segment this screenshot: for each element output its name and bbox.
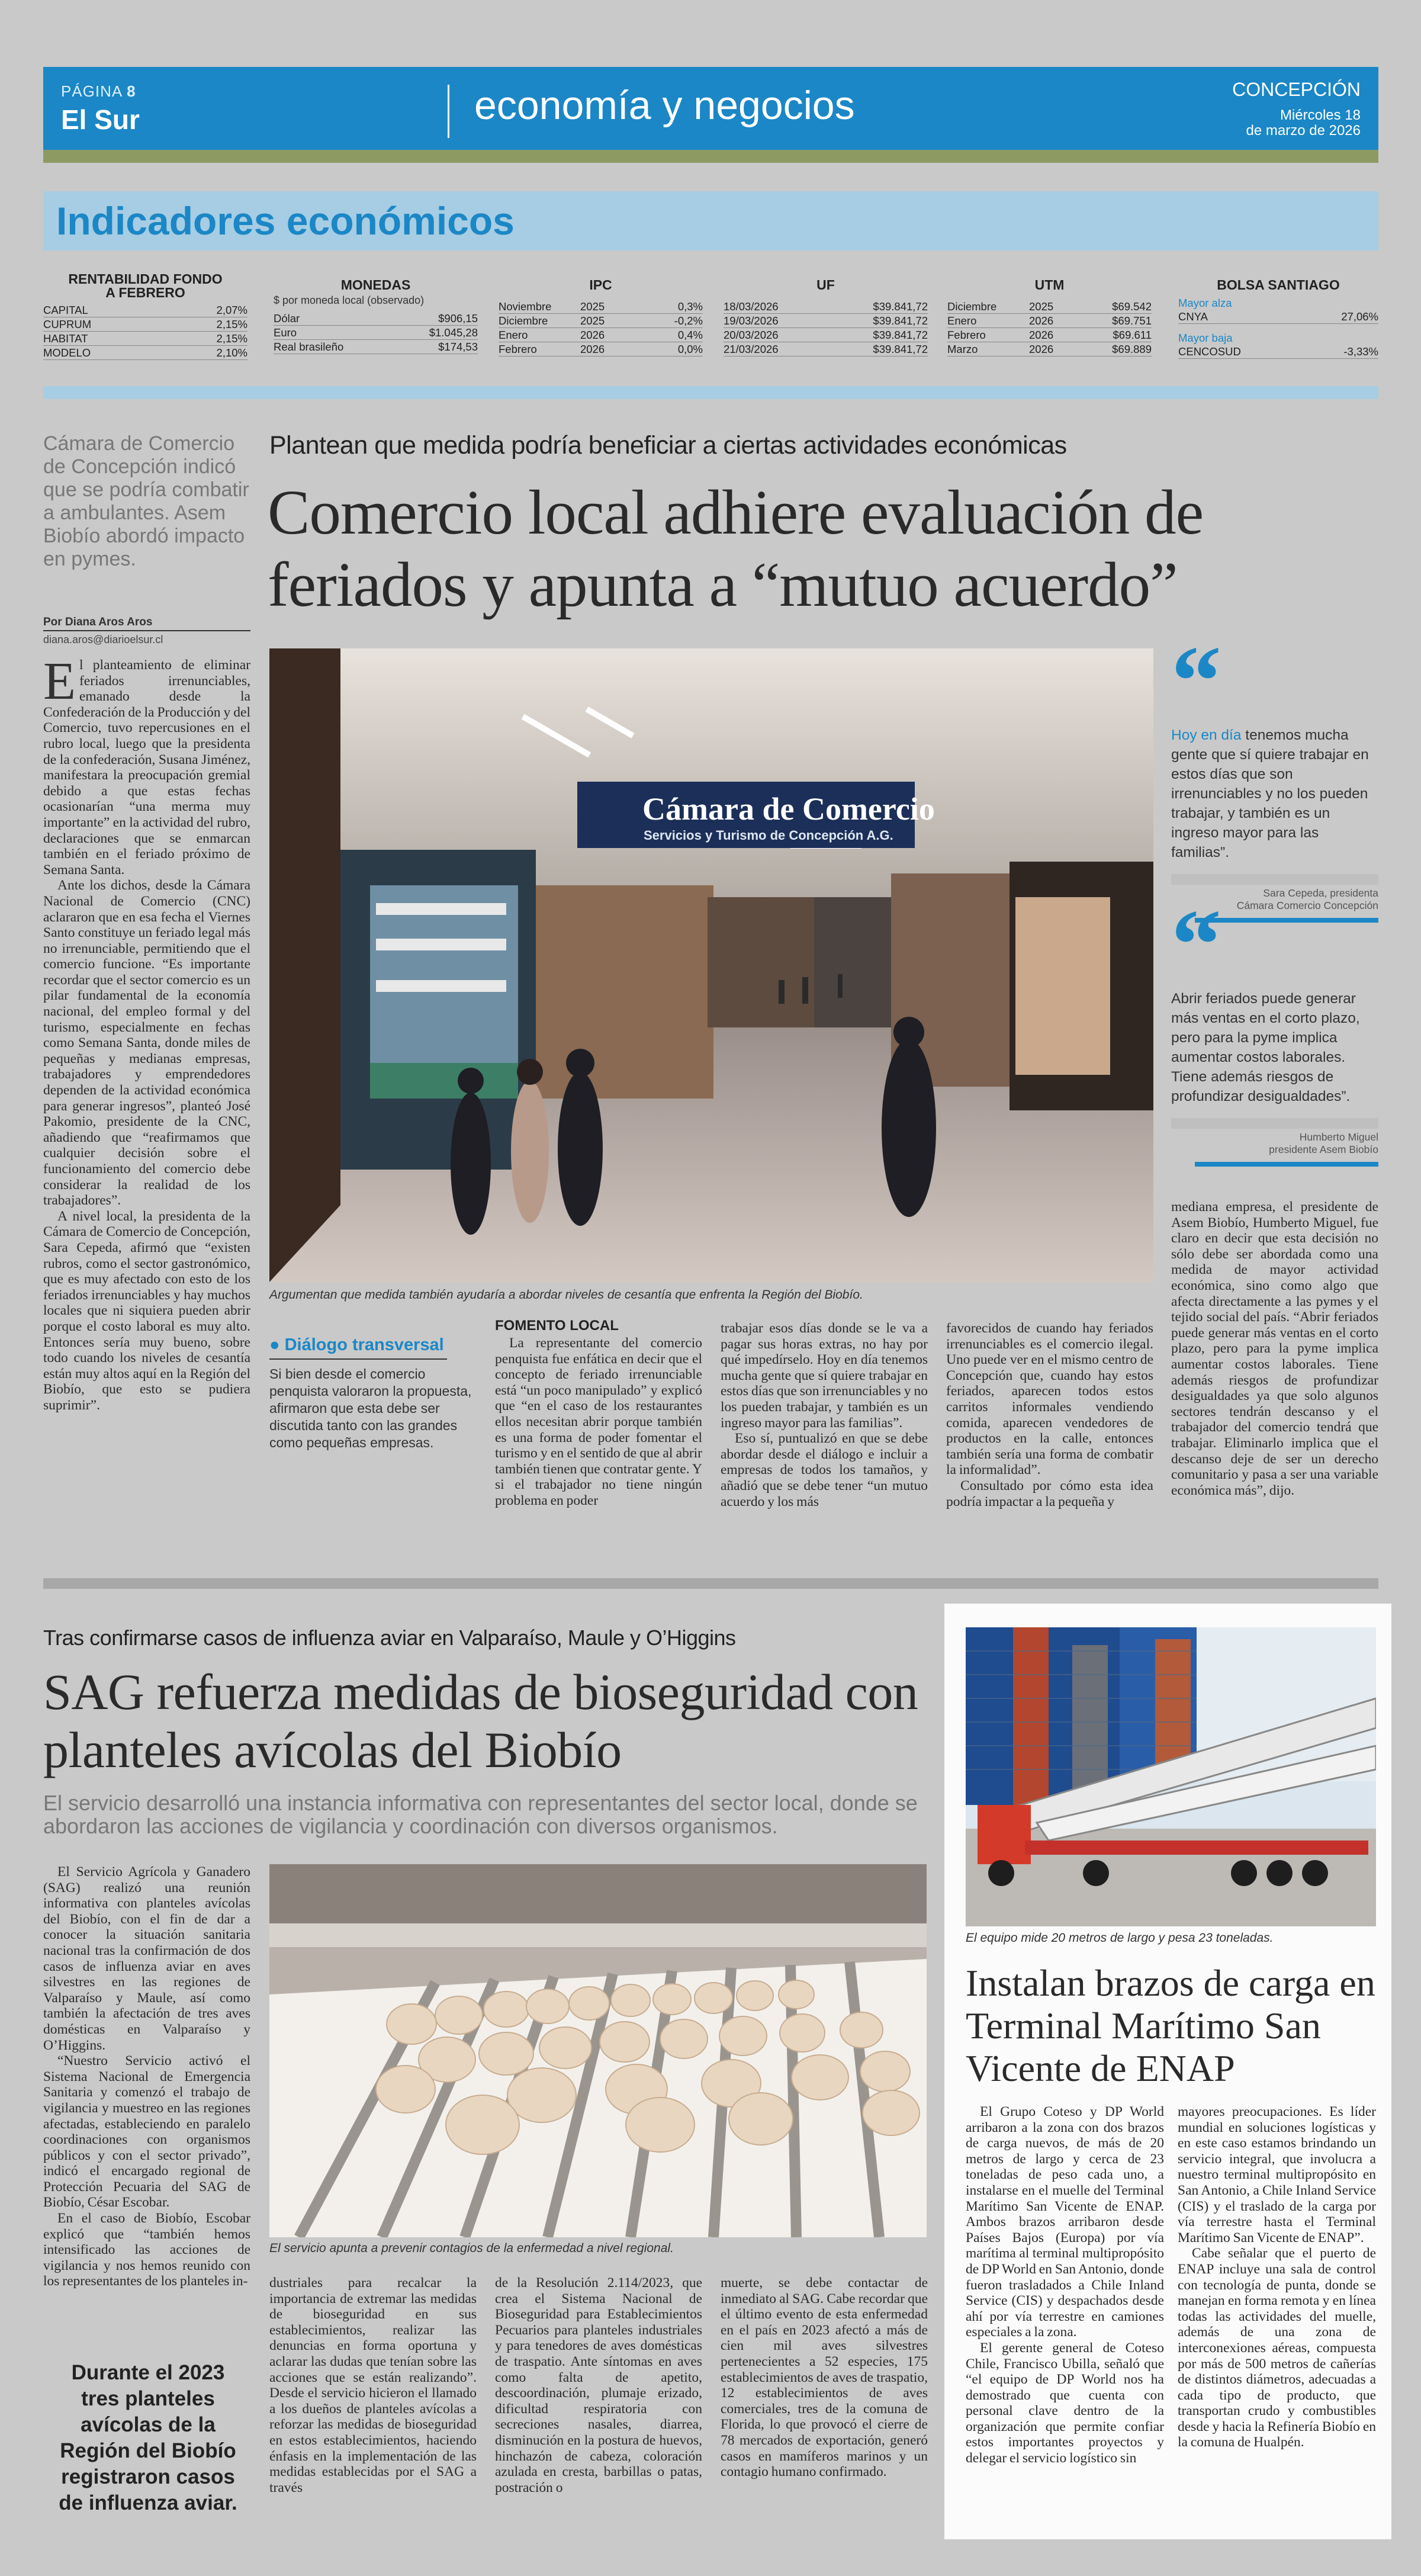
utm-table — [947, 278, 1152, 356]
utm-title: UTM — [1034, 277, 1065, 293]
ipc-cell: 2025 — [580, 314, 605, 327]
quote1 — [1171, 645, 1378, 923]
ipc-table — [499, 278, 703, 356]
fondo-row — [43, 317, 247, 332]
bolsa-alza-label: Mayor alza — [1178, 297, 1232, 309]
article1-kicker: Plantean que medida podría beneficiar a ciertas actividades económicas — [269, 431, 1067, 460]
article2-kicker: Tras confirmarse casos de influenza aviar en Valparaíso, Maule y O’Higgins — [43, 1626, 736, 1650]
monedas-cell: $906,15 — [438, 312, 478, 325]
article2-col2 — [269, 2275, 477, 2495]
sign-subtext: Servicios y Turismo de Concepción A.G. — [644, 828, 893, 843]
fondo-cell: 2,10% — [216, 346, 247, 359]
article3-col2-p1: mayores preocupaciones. Es líder mundial en soluciones logísticas y en este caso estamos brindando un servicio integral, que involucra a nuestro terminal multipropósito en San Antonio, a Chile Inland Service (CIS) y el traslado de la carga por vía terrestre hasta el Terminal Marítimo San Vicente de ENAP”. — [1178, 2104, 1376, 2246]
utm-cell: Diciembre — [947, 300, 997, 313]
monedas-cell: Euro — [274, 326, 297, 339]
uf-cell: $39.841,72 — [873, 300, 928, 313]
uf-row — [724, 328, 928, 342]
article3-col2 — [1178, 2104, 1376, 2450]
uf-row — [724, 300, 928, 314]
uf-title: UF — [816, 277, 835, 293]
utm-cell: Enero — [947, 314, 977, 327]
fondo-title: RENTABILIDAD FONDO A FEBRERO — [68, 271, 223, 300]
fondo-cell: 2,07% — [216, 304, 247, 316]
article2-pullquote: Durante el 2023 tres planteles avícolas de la Región del Biobío registraron casos de influenza aviar. — [59, 2361, 237, 2514]
ipc-row — [499, 328, 703, 342]
quote1-text — [1171, 725, 1378, 862]
article2-caption: El servicio apunta a prevenir contagios de la enfermedad a nivel regional. — [269, 2241, 674, 2255]
article3-col1-p2: El gerente general de Coteso Chile, Francisco Ubilla, señaló que “el equipo de DP World nos ha demostrado que cuenta con personal clave dentro de la organización que permite confiar estos importantes proyectos y delegar el servicio logístico sin — [966, 2340, 1164, 2466]
quote2-text: Abrir feriados puede generar más ventas en el corto plazo, pero para la pyme implica aumentar costos laborales. Tiene además riesgos de profundizar desigualdades”. — [1171, 991, 1360, 1104]
uf-cell: $39.841,72 — [873, 314, 928, 327]
ipc-cell: Febrero — [499, 343, 537, 355]
article1-col4-p1: trabajar esos días donde se le va a pagar sus horas extras, no hay por qué impedírselo. Hoy en día tenemos mucha gente que sí quiere trabajar en estos días que son irrenunciables y no los pueden trabajar, y también es un ingreso mayor para las familias”. — [721, 1321, 928, 1431]
article2-col4-p1: muerte, se debe contactar de inmediato al SAG. Cabe recordar que el último evento de esta enfermedad en el país en 2023 afectó a más de cien mil aves silvestres pertenecientes a 52 especies, 175 establecimientos de aves de traspatio, 12 establecimientos de aves comerciales, tres de la comuna de Florida, lo que provocó el cierre de 78 mercados de exportación, generó casos en mamíferos marinos y un contagio humano confirmado. — [721, 2275, 928, 2480]
article1-col5-p1: favorecidos de cuando hay feriados irrenunciables es el comercio ilegal. Uno puede ver en el mismo centro de Concepción que, cuando hay estos feriados, aparecen todos estos carritos informales vendiendo comida, aparecen vendedores de productos en la calle, entonces también sería una forma de combatir la informalidad”. — [946, 1321, 1153, 1478]
article1-col4 — [721, 1321, 928, 1509]
article1-headline: Comercio local adhiere evaluación de feriados y apunta a “mutuo acuerdo” — [268, 478, 1204, 620]
article1-email: diana.aros@diarioelsur.cl — [43, 634, 163, 645]
monedas-row — [274, 340, 478, 354]
article3-col1-p1: El Grupo Coteso y DP World arribaron a la zona con dos brazos de carga nuevos, de más de 20 metros de largo y cerca de 23 toneladas de peso cada uno, a instalarse en el muelle del Terminal Marítimo San Vicente de ENAP. Ambos brazos arribaron desde Países Bajos (Europa) por vía marítima al terminal multipropósito de DP World en San Antonio, donde fueron trasladados a Chile Inland Service (CIS) y despachados desde ahí por vía terrestre en camiones especiales a la zona. — [966, 2104, 1164, 2340]
article2-deck: El servicio desarrolló una instancia informativa con representantes del sector local, donde se abordaron las acciones de vigilancia y coordinación con diversos organismos. — [43, 1791, 918, 1838]
bullet-icon: ● — [269, 1335, 285, 1354]
fondo-cell: CUPRUM — [43, 318, 92, 330]
utm-row — [947, 314, 1152, 328]
article1-col1 — [43, 652, 250, 1414]
fondo-row — [43, 346, 247, 360]
ipc-cell: 0,4% — [677, 329, 703, 341]
ipc-row — [499, 342, 703, 356]
mall-photo-illustration — [269, 648, 1153, 1282]
article2-col1-p2: “Nuestro Servicio activó el Sistema Nacional de Emergencia Sanitaria y comenzó el trabajo de vigilancia y muestreo en las regiones afectadas, estableciendo en paralelo coordinaciones con organismos públicos y con el sector privado”, indicó el encargado regional de Protección Pecuaria del SAG de Biobío, César Escobar. — [43, 2053, 250, 2211]
monedas-row — [274, 326, 478, 340]
article2-col3 — [495, 2275, 702, 2495]
ipc-cell: Diciembre — [499, 314, 548, 327]
utm-cell: Marzo — [947, 343, 978, 355]
article1-col3 — [495, 1335, 702, 1509]
utm-cell: 2026 — [1029, 329, 1054, 341]
monedas-title: MONEDAS — [340, 277, 411, 293]
article2-col4 — [721, 2275, 928, 2480]
page-label: PÁGINA 8 — [61, 82, 136, 100]
bolsa-table — [1178, 278, 1378, 359]
header-divider — [448, 85, 449, 138]
article1-col1-p3: A nivel local, la presidenta de la Cámara de Comercio de Concepción, Sara Cepeda, afirmó que “existen rubros, como el sector gastronómico, que es muy afectado con esto de los feriados irrenunciables y hay muchos locales que ni siquiera pueden abrir porque el costo laboral es muy alto. Entonces sería muy bueno, sobre todo cuando los niveles de cesantía están muy altos aquí en la Región del Biobío, que esto se pudiera suprimir”. — [43, 1208, 250, 1413]
bolsa-title: BOLSA SANTIAGO — [1217, 277, 1340, 293]
uf-cell: 19/03/2026 — [724, 314, 779, 327]
utm-cell: 2026 — [1029, 314, 1054, 327]
byline-rule — [43, 630, 250, 631]
quote2-rule — [1171, 1118, 1378, 1129]
eggs-photo — [269, 1864, 927, 2237]
port-photo — [966, 1627, 1376, 1926]
mall-photo — [269, 648, 1153, 1282]
article1-col3-p1: La representante del comercio penquista fue enfática en decir que el concepto de feriado irrenunciable está “un poco manipulado” y explicó que “en el caso de los restaurantes ellos necesitan abrir porque también es una forma de poder fomentar el turismo y en el sentido de que al abrir también tienen que contratar gente. Y si el trabajador no tiene ningún problema en poder — [495, 1335, 702, 1508]
uf-row — [724, 342, 928, 356]
quote1-source2: Cámara Comercio Concepción — [1236, 900, 1378, 911]
article1-col1-p2: Ante los dichos, desde la Cámara Nacional de Comercio (CNC) aclararon que en esa fecha el Viernes Santo constituye un feriado legal más no irrenunciable, permitiendo que el comercio funcione. “Es importante recordar que el sector comercio es un pilar fundamental de la economía nacional, del empleo formal y del turismo, especialmente en fechas como Semana Santa, donde miles de pequeñas y medianas empresas, trabajadores y emprendedores dependen de la actividad económica para generar ingresos”, planteó José Pakomio, presidente de la CNC, añadiendo que “reafirmamos que cualquier decisión sobre el funcionamiento del comercio debe considerar la realidad de los trabajadores”. — [43, 878, 250, 1209]
ipc-cell: -0,2% — [674, 314, 703, 327]
quote2 — [1171, 909, 1378, 1167]
article2-col1-p1: El Servicio Agrícola y Ganadero (SAG) realizó una reunión informativa con planteles avícolas del Biobío, con el fin de dar a conocer la situación sanitaria nacional tras la confirmación de dos casos de influenza aviar en aves silvestres en las regiones de Valparaíso y Maule, así como también la afectación de tres aves domésticas en Valparaíso y O’Higgins. — [43, 1864, 250, 2053]
bolsa-baja-label: Mayor baja — [1178, 332, 1233, 344]
fondo-cell: CAPITAL — [43, 304, 88, 316]
fondo-cell: HABITAT — [43, 332, 88, 345]
article2-headline: SAG refuerza medidas de bioseguridad con planteles avícolas del Biobío — [43, 1663, 918, 1778]
utm-cell: 2025 — [1029, 300, 1054, 313]
ipc-title: IPC — [589, 277, 612, 293]
indicators-title-bar — [43, 191, 1378, 250]
monedas-subtitle: $ por moneda local (observado) — [274, 294, 425, 306]
dialogo-title — [269, 1335, 477, 1355]
dialogo-rule — [269, 1358, 447, 1360]
quote2-bluebar — [1195, 1162, 1378, 1167]
monedas-cell: Dólar — [274, 312, 300, 325]
uf-cell: $39.841,72 — [873, 343, 928, 355]
eggs-photo-illustration — [269, 1864, 927, 2237]
city: CONCEPCIÓN — [1232, 79, 1361, 100]
article3-col1 — [966, 2104, 1164, 2466]
uf-cell: $39.841,72 — [873, 329, 928, 341]
ipc-cell: 2026 — [580, 343, 605, 355]
dialogo-text: Si bien desde el comercio penquista valoraron la propuesta, afirmaron que esta debe ser discutida tanto con las grandes como pequeñas empresas. — [269, 1366, 472, 1450]
ipc-row — [499, 300, 703, 314]
quote1-rule — [1171, 874, 1378, 885]
sign-text: Cámara de Comercio — [642, 791, 935, 827]
fondo-cell: 2,15% — [216, 318, 247, 330]
monedas-row — [274, 311, 478, 326]
bolsa-alza-name: CNYA — [1178, 310, 1208, 323]
monedas-table — [274, 278, 478, 354]
article3-headline: Instalan brazos de carga en Terminal Marítimo San Vicente de ENAP — [966, 1962, 1375, 2089]
uf-row — [724, 314, 928, 328]
dialogo-box — [269, 1335, 477, 1451]
bolsa-baja-name: CENCOSUD — [1178, 345, 1241, 358]
header-bar — [43, 67, 1378, 150]
article3-box — [944, 1604, 1391, 2539]
fondo-cell: MODELO — [43, 346, 91, 359]
article2-col3-p1: de la Resolución 2.114/2023, que crea el Sistema Nacional de Bioseguridad para Establecimientos Pecuarios para planteles industriales y para tenedores de aves domésticas de traspatio. Ante síntomas en aves como falta de apetito, descoordinación, plumaje erizado, dificultad respiratoria con secreciones nasales, diarrea, disminución en la postura de huevos, hinchazón de cabeza, coloración azulada en cresta, barbillas o patas, postración o — [495, 2275, 702, 2495]
header-underline — [43, 150, 1378, 163]
quote2-source2: presidente Asem Biobío — [1269, 1144, 1378, 1155]
monedas-cell: $1.045,28 — [429, 326, 478, 339]
section-title: economía y negocios — [474, 83, 855, 128]
fondo-cell: 2,15% — [216, 332, 247, 345]
uf-cell: 18/03/2026 — [724, 300, 779, 313]
fondo-row — [43, 332, 247, 346]
ipc-cell: 2025 — [580, 300, 605, 313]
utm-row — [947, 328, 1152, 342]
monedas-cell: Real brasileño — [274, 341, 344, 353]
article2-col1 — [43, 1864, 250, 2289]
fomento-subhead: FOMENTO LOCAL — [495, 1318, 619, 1334]
dialogo-title-text: Diálogo transversal — [284, 1335, 444, 1354]
port-photo-illustration — [966, 1627, 1376, 1926]
paper-name: El Sur — [61, 104, 140, 135]
ipc-cell: 2026 — [580, 329, 605, 341]
quote1-mark — [1171, 645, 1378, 693]
date-line2: de marzo de 2026 — [1246, 123, 1361, 139]
ipc-cell: Enero — [499, 329, 528, 341]
ipc-row — [499, 314, 703, 328]
quote1-source1: Sara Cepeda, presidenta — [1263, 887, 1378, 899]
ipc-cell: 0,0% — [677, 343, 703, 355]
article1-col6 — [1171, 1199, 1378, 1498]
article1-caption: Argumentan que medida también ayudaría a abordar niveles de cesantía que enfrenta la Región del Biobío. — [269, 1288, 863, 1302]
article2-col1-p3: En el caso de Biobío, Escobar explicó que “también hemos intensificado las acciones de vigilancia y nos hemos reunido con los representantes de los planteles in- — [43, 2211, 250, 2289]
article1-byline: Por Diana Aros Aros — [43, 616, 153, 628]
article2-col2-p1: dustriales para recalcar la importancia de extremar las medidas de bioseguridad en sus establecimientos, realizar las denuncias en forma oportuna y aclarar las dudas que tenían sobre las acciones que se están realizando”. Desde el servicio hicieron el llamado a los dueños de planteles avícolas a reforzar las medidas de bioseguridad en estos establecimientos, haciendo énfasis en la implementación de las medidas establecidas por el SAG a través — [269, 2275, 477, 2495]
article3-col2-p2: Cabe señalar que el puerto de ENAP incluye una sala de control con tecnología de punta, donde se manejan en forma remota y en línea todas las actividades del muelle, además de una zona de interconexiones aéreas, compuesta por más de 500 metros de cañerías de distintos diámetros, adecuadas a cada tipo de producto, que transportan crudo y combustibles desde y hacia la Refinería Biobío en la comuna de Hualpén. — [1178, 2246, 1376, 2450]
ipc-cell: Noviembre — [499, 300, 552, 313]
utm-cell: $69.889 — [1112, 343, 1152, 355]
indicators-bottom-bar — [43, 386, 1378, 399]
indicators-title: Indicadores económicos — [56, 199, 515, 243]
utm-row — [947, 300, 1152, 314]
uf-cell: 21/03/2026 — [724, 343, 779, 355]
utm-cell: Febrero — [947, 329, 986, 341]
utm-cell: $69.611 — [1113, 329, 1152, 341]
article1-summary: Cámara de Comercio de Concepción indicó que se podría combatir a ambulantes. Asem Biobío abordó impacto en pymes. — [43, 432, 249, 570]
utm-cell: $69.542 — [1112, 300, 1152, 313]
uf-table — [724, 278, 928, 356]
quote1-body: tenemos mucha gente que sí quiere trabajar en estos días que son irrenunciables y no los pueden trabajar, y también es un ingreso mayor para las familias”. — [1171, 727, 1369, 860]
bolsa-alza-row — [1178, 310, 1378, 324]
article1-col6-p1: mediana empresa, el presidente de Asem Biobío, Humberto Miguel, fue claro en decir que esta decisión no sólo debe ser abordada como una medida de mayor actividad económica, sino como algo que afecta directamente a las pymes y el tejido social del país. “Abrir feriados puede generar más ventas en el corto plazo, pero para la pyme implica aumentar costos laborales. Tiene además riesgos de profundizar desigualdades ya que solo algunos sectores tendrán descanso y el trabajador del comercio tendrá que trabajar. Eliminarlo implica que el descanso deje de ser un derecho comunitario y pasa a ser una variable económica más”, dijo. — [1171, 1199, 1378, 1498]
quote2-source1: Humberto Miguel — [1299, 1131, 1378, 1143]
date-line1: Miércoles 18 — [1279, 107, 1361, 123]
article1-col5 — [946, 1321, 1153, 1509]
uf-cell: 20/03/2026 — [724, 329, 779, 341]
utm-row — [947, 342, 1152, 356]
bolsa-baja-row — [1178, 345, 1378, 359]
bolsa-alza-value: 27,06% — [1341, 310, 1378, 323]
article1-col1-p1: l planteamiento de eliminar feriados irrenunciables, emanado desde la Confederación de la Producción y del Comercio, tuvo repercusiones en el rubro local, luego que la presidenta de la confederación, Susana Jiménez, manifestara la preocupación gremial debido a que estas fechas ocasionarían “una merma muy importante” en la actividad del rubro, declaraciones que se enmarcan también en el feriado próximo de Semana Santa. — [43, 657, 250, 878]
bolsa-baja-value: -3,33% — [1343, 345, 1378, 358]
ipc-cell: 0,3% — [677, 300, 703, 313]
article1-col5-p2: Consultado por cómo esta idea podría impactar a la pequeña y — [946, 1477, 1153, 1509]
fondo-row — [43, 303, 247, 317]
fondo-table — [43, 272, 247, 360]
section-divider — [43, 1578, 1378, 1589]
article1-dropcap: E — [43, 652, 76, 711]
article1-col4-p2: Eso sí, puntualizó en que se debe abordar desde el diálogo e incluir a empresas de todos los tamaños, y añadió que se debe tener “un mutuo acuerdo y los más — [721, 1431, 928, 1509]
article3-caption: El equipo mide 20 metros de largo y pesa 23 toneladas. — [966, 1931, 1274, 1945]
utm-cell: 2026 — [1029, 343, 1054, 355]
quote2-mark — [1171, 909, 1378, 956]
quote1-highlight: Hoy en día — [1171, 727, 1242, 743]
utm-cell: $69.751 — [1112, 314, 1152, 327]
monedas-cell: $174,53 — [438, 341, 478, 353]
